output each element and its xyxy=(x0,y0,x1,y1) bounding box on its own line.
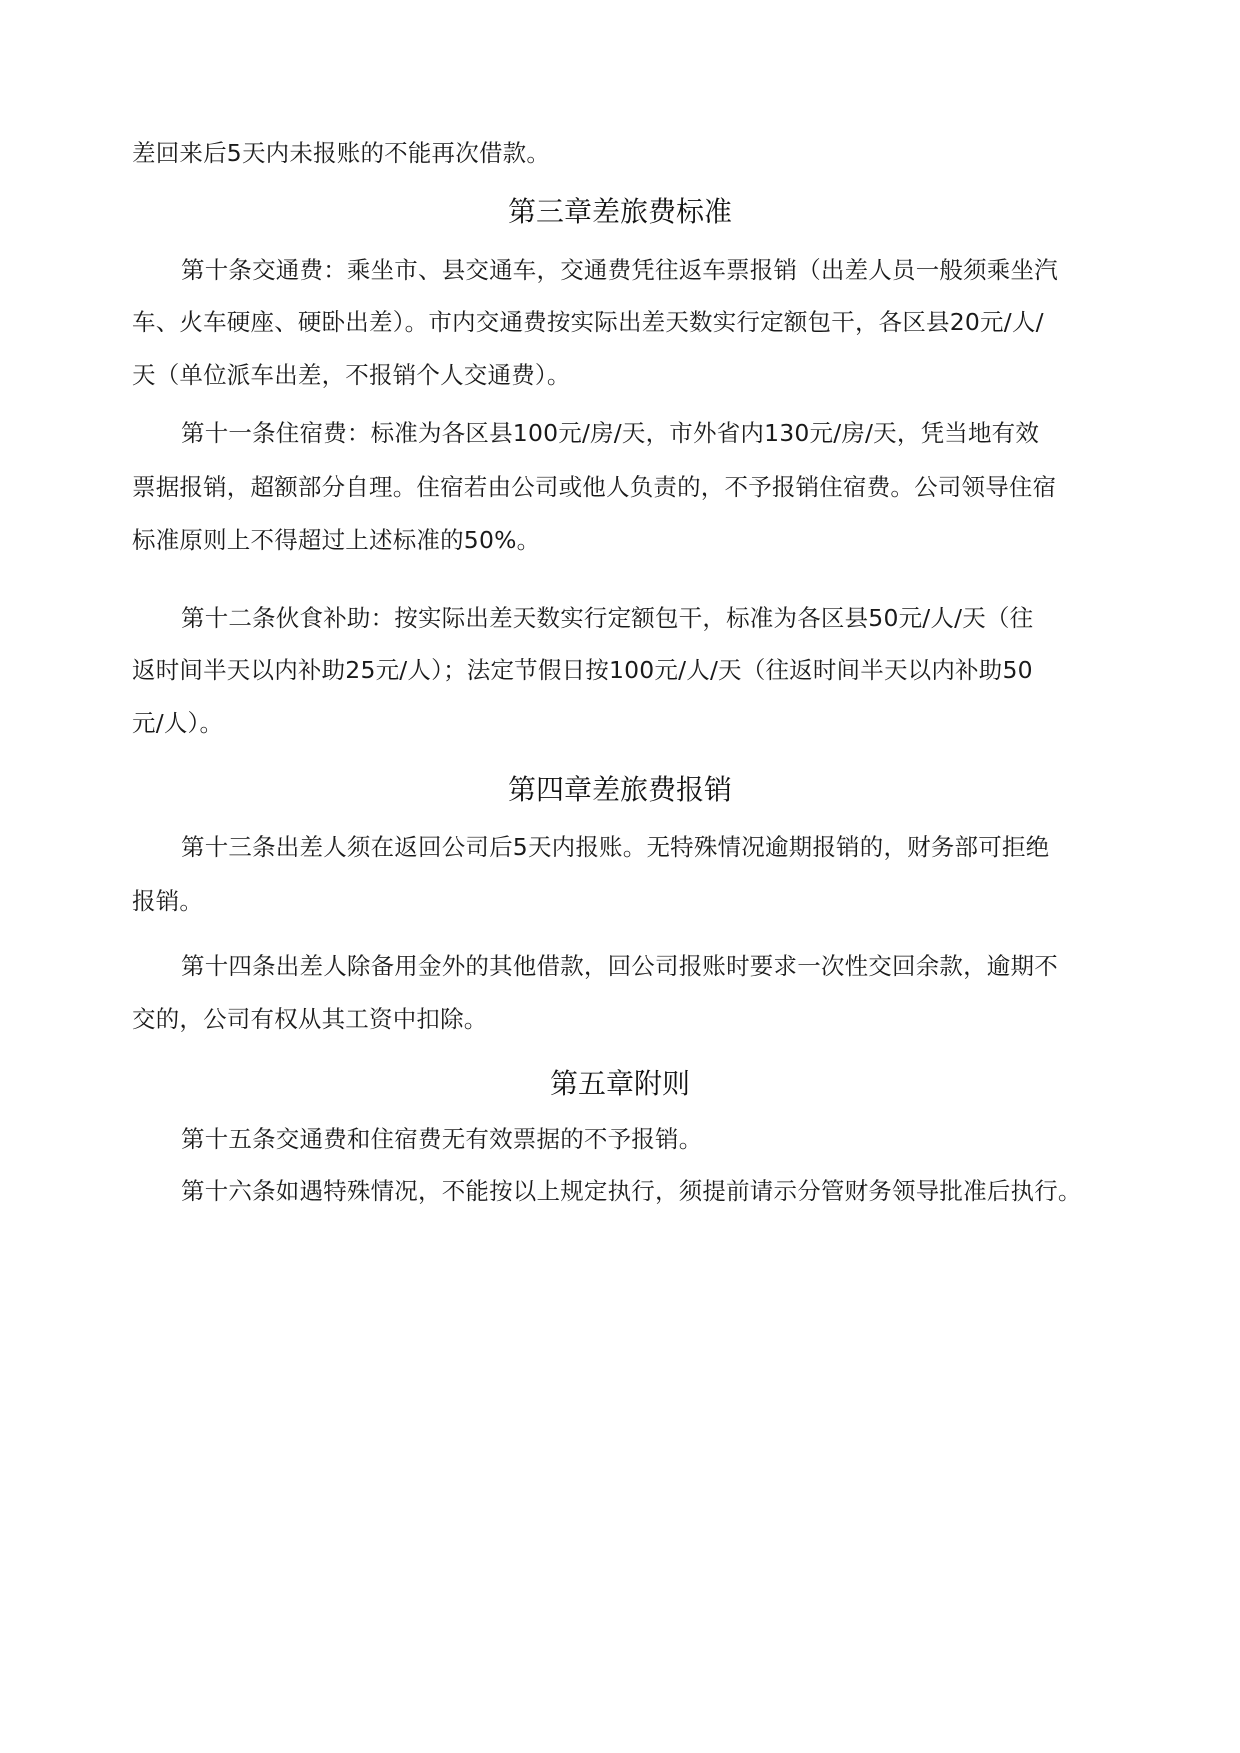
chapter-3-heading: 第三章差旅费标准 xyxy=(507,195,732,228)
article-12-line: 元/人）。 xyxy=(132,709,224,737)
article-10-line: 车、火车硬座、硬卧出差）。市内交通费按实际出差天数实行定额包干，各区县20元/人/ xyxy=(132,308,1044,336)
article-10-line: 天（单位派车出差，不报销个人交通费）。 xyxy=(132,361,571,389)
article-14-line: 交的，公司有权从其工资中扣除。 xyxy=(132,1005,488,1033)
article-11-line: 票据报销，超额部分自理。住宿若由公司或他人负责的，不予报销住宿费。公司领导住宿 xyxy=(132,473,1057,501)
article-12-line: 第十二条伙食补助：按实际出差天数实行定额包干，标准为各区县50元/人/天（往 xyxy=(181,604,1034,632)
article-14-line: 第十四条出差人除备用金外的其他借款，回公司报账时要求一次性交回余款，逾期不 xyxy=(181,952,1058,980)
article-13-line: 报销。 xyxy=(132,887,204,915)
article-13-line: 第十三条出差人须在返回公司后5天内报账。无特殊情况逾期报销的，财务部可拒绝 xyxy=(181,833,1050,861)
chapter-5-heading: 第五章附则 xyxy=(549,1067,690,1100)
article-16-line: 第十六条如遇特殊情况，不能按以上规定执行，须提前请示分管财务领导批准后执行。 xyxy=(181,1177,1082,1205)
chapter-4-heading: 第四章差旅费报销 xyxy=(507,773,732,806)
article-11-line: 第十一条住宿费：标准为各区县100元/房/天，市外省内130元/房/天，凭当地有效 xyxy=(181,419,1040,447)
paragraph-line: 差回来后5天内未报账的不能再次借款。 xyxy=(132,139,551,167)
article-12-line: 返时间半天以内补助25元/人）；法定节假日按100元/人/天（往返时间半天以内补助50 xyxy=(132,656,1033,684)
article-11-line: 标准原则上不得超过上述标准的50%。 xyxy=(132,526,541,554)
article-10-line: 第十条交通费：乘坐市、县交通车，交通费凭往返车票报销（出差人员一般须乘坐汽 xyxy=(181,256,1058,284)
article-15-line: 第十五条交通费和住宿费无有效票据的不予报销。 xyxy=(181,1125,703,1153)
